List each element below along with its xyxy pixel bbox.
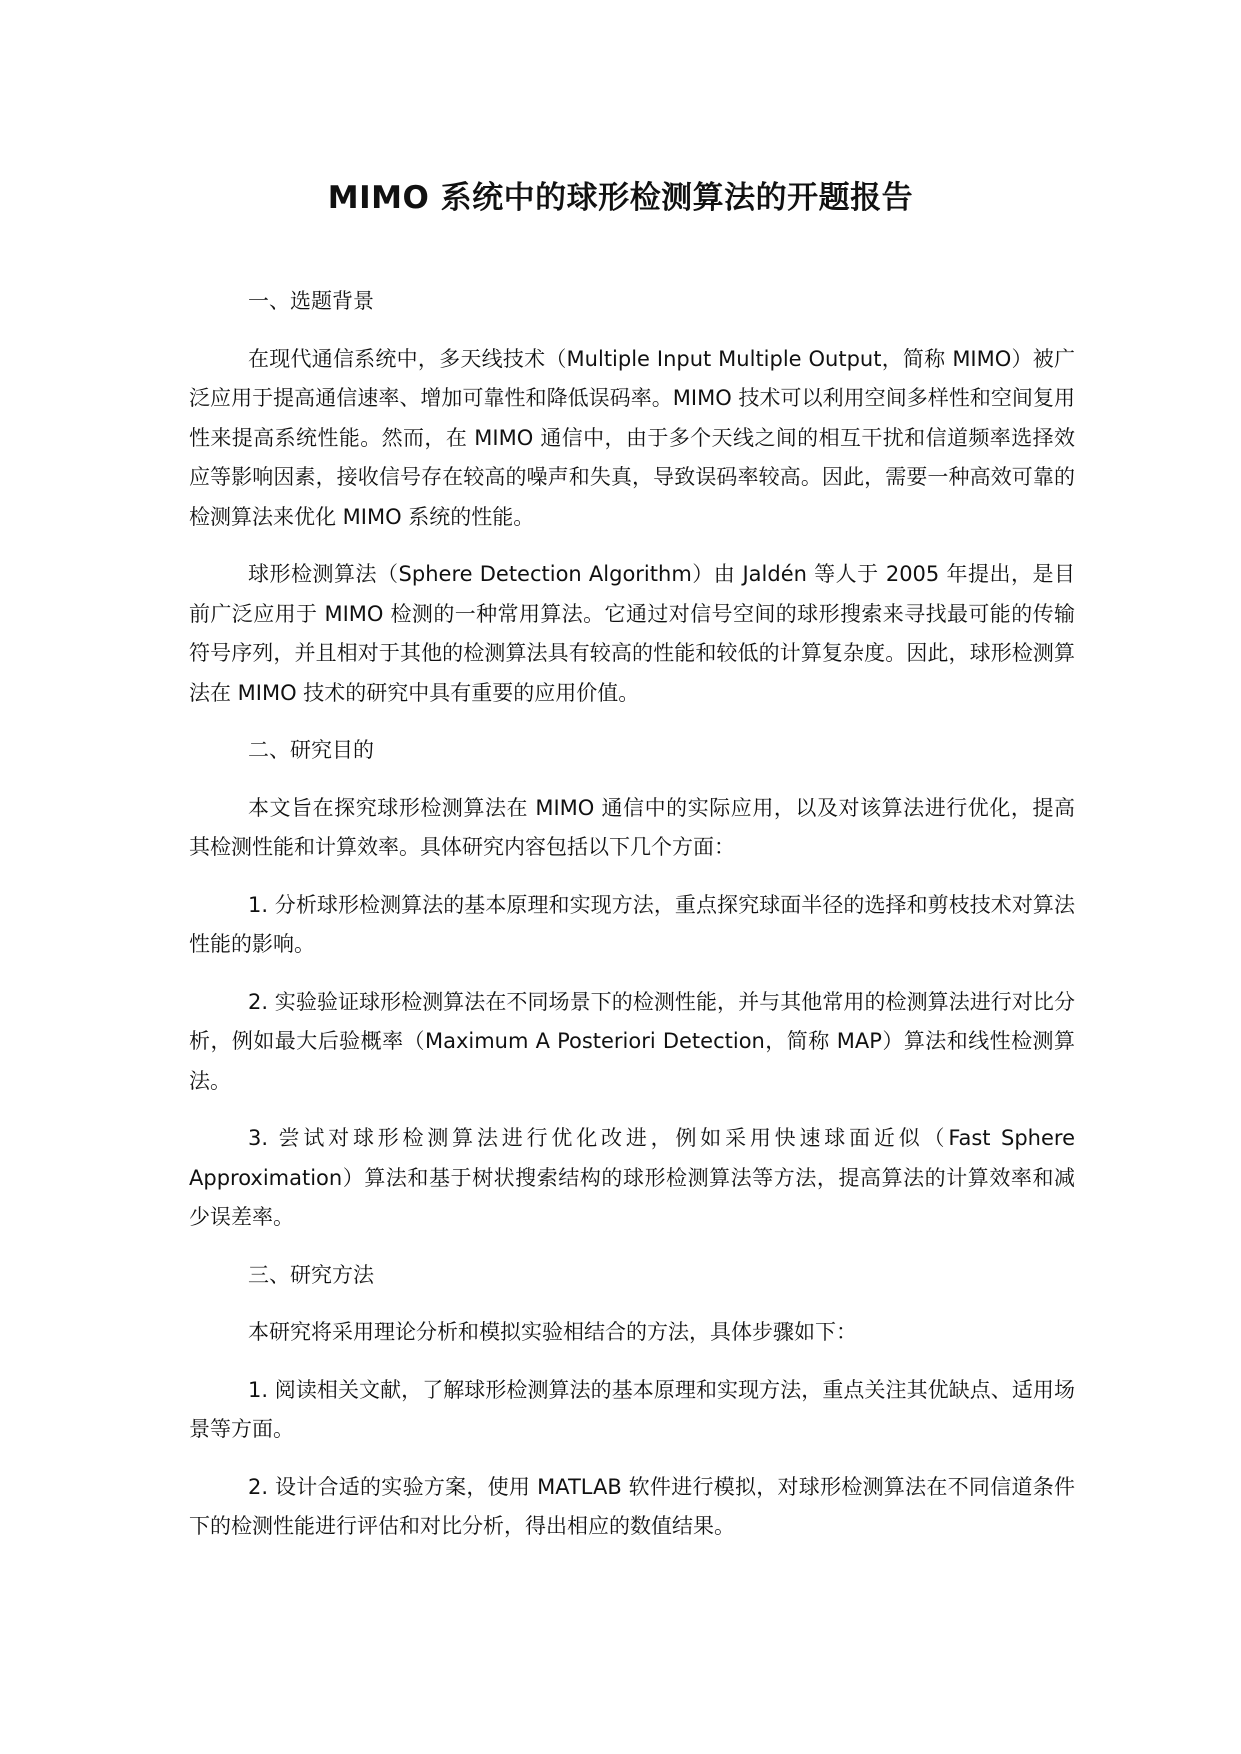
section-heading-method: 三、研究方法 [248,1262,374,1287]
section-heading-purpose: 二、研究目的 [248,738,374,762]
document-body [189,282,1075,1565]
paragraph: 本文旨在探究球形检测算法在 MIMO 通信中的实际应用，以及对该算法进行优化，提高其检测性能和计算效率。具体研究内容包括以下几个方面： [189,795,1075,859]
list-item: 2. 实验验证球形检测算法在不同场景下的检测性能，并与其他常用的检测算法进行对比分析，例如最大后验概率（Maximum A Posteriori Detection，简称 MAP）算法和线性检测算法。 [189,989,1075,1093]
list-item: 1. 阅读相关文献，了解球形检测算法的基本原理和实现方法，重点关注其优缺点、适用场景等方面。 [189,1377,1075,1441]
paragraph: 球形检测算法（Sphere Detection Algorithm）由 Jaldén 等人于 2005 年提出，是目前广泛应用于 MIMO 检测的一种常用算法。它通过对信号空间的球形搜索来寻找最可能的传输符号序列，并且相对于其他的检测算法具有较高的性能和较低的计算复杂度。因此，球形检测算法在 MIMO 技术的研究中具有重要的应用价值。 [189,562,1075,705]
paragraph: 本研究将采用理论分析和模拟实验相结合的方法，具体步骤如下： [248,1320,857,1344]
list-item: 2. 设计合适的实验方案，使用 MATLAB 软件进行模拟，对球形检测算法在不同信道条件下的检测性能进行评估和对比分析，得出相应的数值结果。 [189,1474,1075,1538]
document-title: MIMO 系统中的球形检测算法的开题报告 [327,180,914,216]
list-item: 1. 分析球形检测算法的基本原理和实现方法，重点探究球面半径的选择和剪枝技术对算法性能的影响。 [189,892,1075,956]
paragraph: 在现代通信系统中，多天线技术（Multiple Input Multiple Output，简称 MIMO）被广泛应用于提高通信速率、增加可靠性和降低误码率。MIMO 技术可以利用空间多样性和空间复用性来提高系统性能。然而，在 MIMO 通信中，由于多个天线之间的相互干扰和信道频率选择效应等影响因素，接收信号存在较高的噪声和失真，导致误码率较高。因此，需要一种高效可靠的检测算法来优化 MIMO 系统的性能。 [189,346,1075,529]
list-item: 3. 尝试对球形检测算法进行优化改进，例如采用快速球面近似（Fast Sphere Approximation）算法和基于树状搜索结构的球形检测算法等方法，提高算法的计算效率和减少误差率。 [189,1126,1075,1229]
section-heading-background: 一、选题背景 [248,289,374,313]
